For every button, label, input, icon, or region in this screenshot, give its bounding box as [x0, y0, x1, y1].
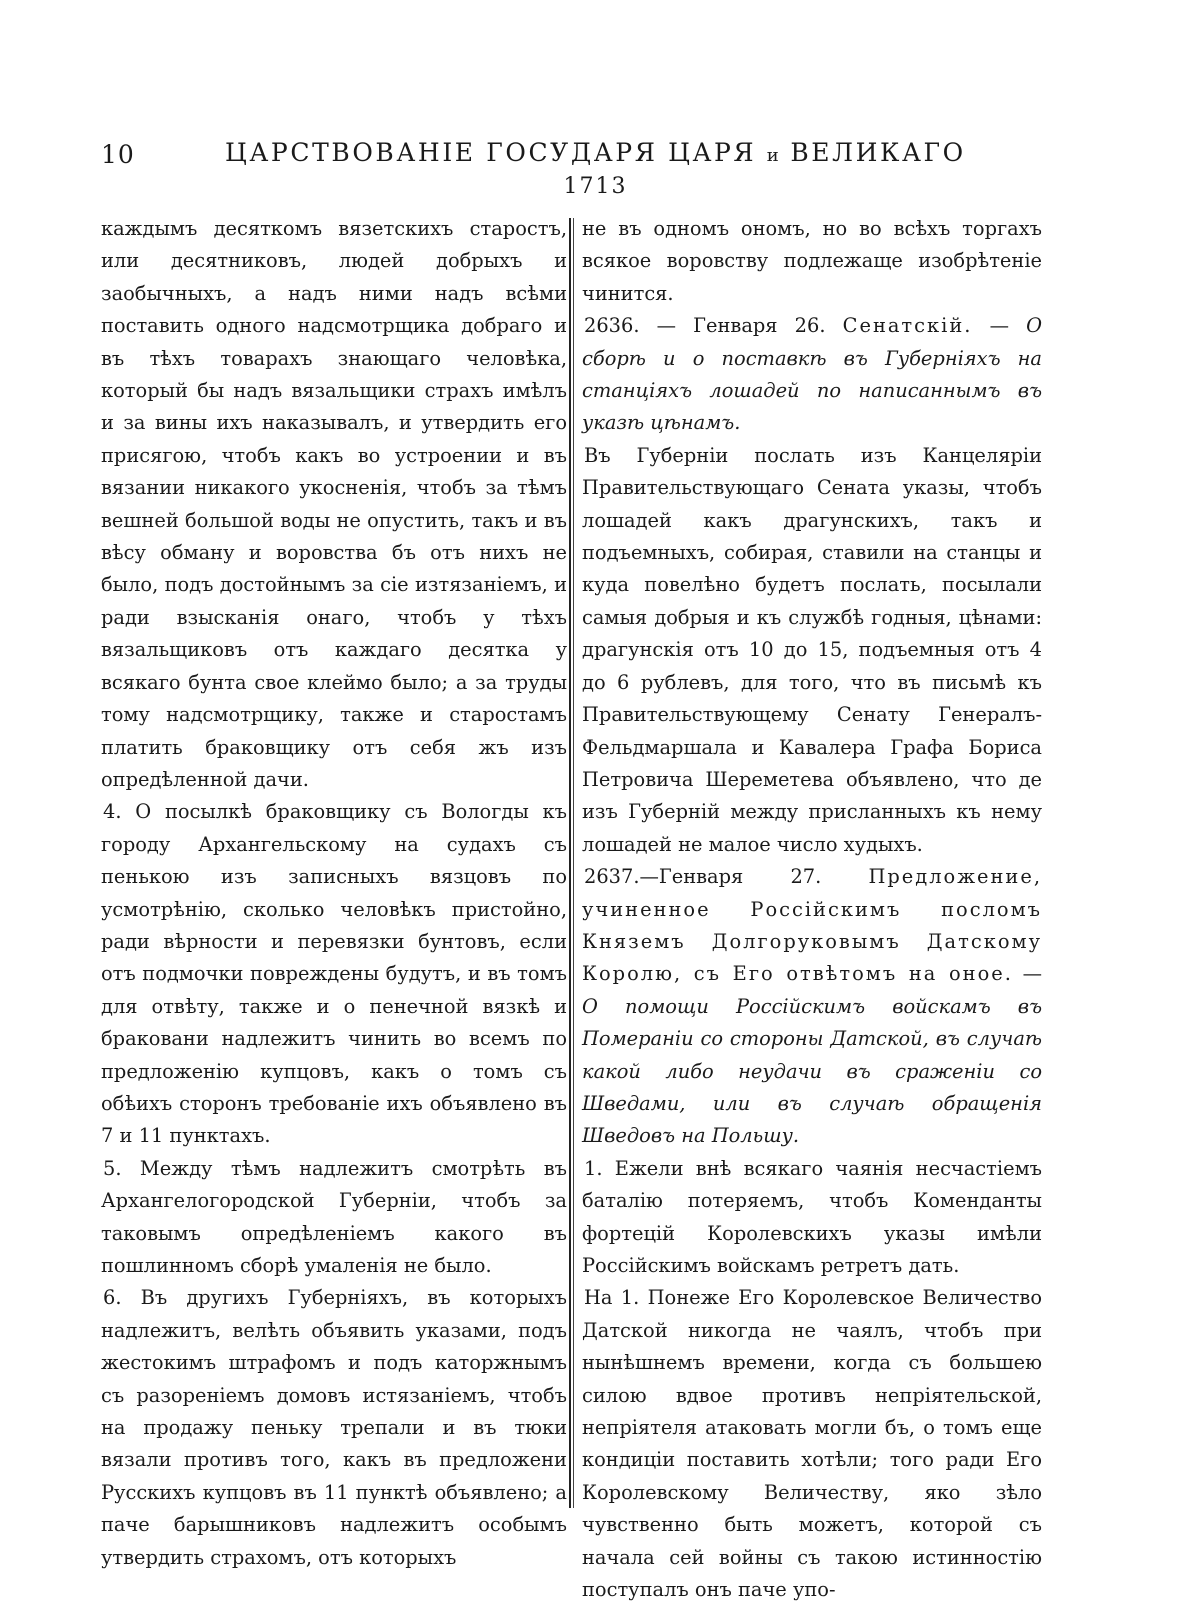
- paragraph-item-6: 6. Въ другихъ Губерніяхъ, въ которыхъ надлежитъ, велѣть объявить указами, подъ жестокимъ штрафомъ и подъ каторжнымъ съ разореніемъ домовъ истязаніемъ, чтобъ на продажу пеньку трепали и въ тюки вязали противъ того, какъ въ предложени Русскихъ купцовъ въ 11 пунктѣ объявлено; а паче барышниковъ надлежитъ особымъ утвердить страхомъ, отъ которыхъ: [101, 1286, 567, 1569]
- paragraph-item-5: 5. Между тѣмъ надлежитъ смотрѣть въ Архангелогородской Губерніи, чтобъ за таковымъ опредѣленіемъ какого въ пошлинномъ сборѣ умаленія не было.: [101, 1156, 567, 1277]
- document-2636-heading: [582, 310, 1042, 440]
- paragraph-item-1: 1. Ежели внѣ всякаго чаянія несчастіемъ баталію потеряемъ, чтобъ Коменданты фортецій Королевскихъ указы имѣли Россійскимъ войскамъ ретретъ дать.: [582, 1156, 1042, 1277]
- column-divider-inner: [573, 218, 574, 1508]
- paragraph: каждымъ десяткомъ вязетскихъ старостъ, или десятниковъ, людей добрыхъ и заобычныхъ, а надъ ними надъ всѣми поставить одного надсмотрщика добраго и въ тѣхъ товарахъ знающаго человѣка, который бы надъ вязальщики страхъ имѣлъ и за вины ихъ наказывалъ, и утвердить его присягою, чтобъ какъ во устроении и въ вязании никакого укосненія, чтобъ за тѣмъ вешней большой воды не опустить, такъ и въ вѣсу обману и воровства бъ отъ нихъ не было, подъ достойнымъ за сіе изтязаніемъ, и ради взысканія онаго, чтобъ у тѣхъ вязальщиковъ отъ каждаго десятка у всякаго бунта свое клеймо было; а за труды тому надсмотрщику, также и старостамъ платить браковщику отъ себя жъ изъ опредѣленной дачи.: [101, 217, 567, 791]
- dash: —: [1012, 962, 1042, 986]
- year-heading: 1713: [563, 174, 628, 199]
- dash: —: [972, 314, 1027, 338]
- left-column: [101, 213, 567, 1574]
- running-title-conjunction: и: [766, 145, 780, 166]
- document-2637-title: О помощи Россійскимъ войскамъ въ Помераніи со стороны Датской, въ случаѣ какой либо неудачи въ сраженіи со Шведами, или въ случаѣ обращенія Шведовъ на Польшу.: [582, 994, 1042, 1148]
- right-column: [582, 213, 1042, 1606]
- running-title: [225, 138, 966, 167]
- document-2637-type: Предложение, учиненное Россійскимъ посломъ Княземъ Долгоруковымъ Датскому Королю, съ Его отвѣтомъ на оное.: [582, 865, 1042, 986]
- document-2637-heading: [582, 861, 1042, 1153]
- document-2637-number-date: 2637.—Генваря 27.: [584, 865, 822, 889]
- paragraph-item-4: 4. О посылкѣ браковщику съ Вологды къ городу Архангельскому на судахъ съ пенькою изъ записныхъ вязцовъ по усмотрѣнію, сколько человѣкъ пристойно, ради вѣрности и перевязки бунтовъ, если отъ подмочки повреждены будутъ, и въ томъ для отвѣту, также и о пенечной вязкѣ и браковани надлежитъ чинить во всемъ по предложенію купцовъ, какъ о томъ съ обѣихъ сторонъ требованіе ихъ объявлено въ 7 и 11 пунктахъ.: [101, 800, 567, 1148]
- document-2636-number-date: 2636. — Генваря 26.: [584, 314, 826, 338]
- running-title-main: ЦАРСТВОВАНІЕ ГОСУДАРЯ ЦАРЯ: [225, 138, 757, 167]
- paragraph-answer-1: На 1. Понеже Его Королевское Величество Датской никогда не чаялъ, чтобъ при нынѣшнемъ времени, когда съ большею силою вдвое противъ непріятельской, непріятеля атаковать могли бъ, о томъ еще кондиціи поставить хотѣли; того ради Его Королевскому Величеству, яко зѣло чувственно быть можетъ, которой съ начала сей войны съ такою истинностію поступалъ онъ паче упо-: [582, 1286, 1042, 1602]
- paragraph: не въ одномъ ономъ, но во всѣхъ торгахъ всякое воровству подлежаще изобрѣтеніе чинится.: [582, 217, 1042, 305]
- page-number: 10: [101, 140, 135, 169]
- paragraph: Въ Губерніи послать изъ Канцеляріи Правительствующаго Сената указы, чтобъ лошадей какъ драгунскихъ, такъ и подъемныхъ, собирая, ставили на станцы и куда повелѣно будетъ послать, посылали самыя добрыя и къ службѣ годныя, цѣнами: драгунскія отъ 10 до 15, подъемныя отъ 4 до 6 рублевъ, для того, что въ письмѣ къ Правительствующему Сенату Генералъ-Фельдмаршала и Кавалера Графа Бориса Петровича Шереметева объявлено, что де изъ Губерній между присланныхъ къ нему лошадей не малое число худыхъ.: [582, 443, 1042, 856]
- running-title-end: ВЕЛИКАГО: [790, 138, 966, 167]
- document-2636-type: Сенатскій.: [842, 314, 973, 338]
- column-divider: [569, 218, 571, 1508]
- document-2636-title: О сборѣ и о поставкѣ въ Губерніяхъ на станціяхъ лошадей по написаннымъ въ указѣ цѣнамъ.: [582, 314, 1042, 435]
